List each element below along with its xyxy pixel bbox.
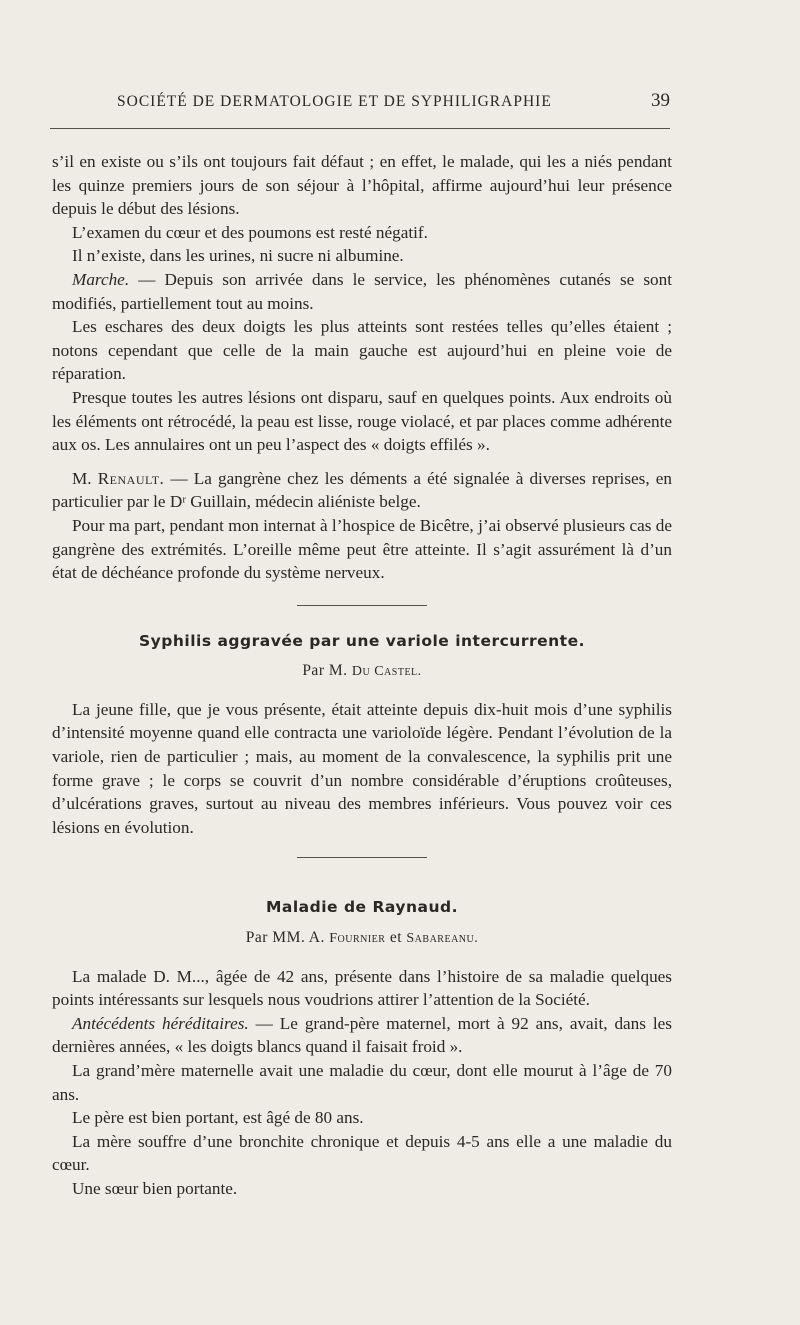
- paragraph: Le père est bien portant, est âgé de 80 ans.: [72, 1108, 364, 1128]
- paragraph: [52, 268, 672, 315]
- paragraph: s’il en existe ou s’ils ont toujours fait défaut ; en effet, le malade, qui les a niés pendant les quinze premiers jours de son séjour à l’hôpital, affirme aujourd’hui leur présence depuis le début des lésions.: [52, 152, 672, 219]
- header-rule: [50, 128, 670, 129]
- byline-prefix: Par M.: [302, 662, 352, 680]
- paragraph: Les eschares des deux doigts les plus atteints sont restées telles qu’elles étaient ; notons cependant que celle de la main gauche est aujourd’hui en pleine voie de réparation.: [52, 317, 672, 384]
- speaker-prefix: M.: [72, 468, 98, 488]
- body-text: [52, 150, 672, 1201]
- section-title: Syphilis aggravée par une variole intercurrente.: [139, 631, 585, 650]
- author-name: Fournier: [329, 931, 386, 947]
- run-in-heading: Antécédents héréditaires.: [72, 1013, 249, 1033]
- section-title: Maladie de Raynaud.: [265, 898, 458, 917]
- paragraph: [52, 1012, 672, 1059]
- paragraph: Presque toutes les autres lésions ont disparu, sauf en quelques points. Aux endroits où les éléments ont rétrocédé, la peau est lisse, rouge violacé, et par places comme adhérente aux os. Les annulaires ont un peu l’aspect des « doigts effilés ».: [52, 387, 672, 455]
- paragraph: Il n’existe, dans les urines, ni sucre ni albumine.: [72, 246, 404, 266]
- paragraph: [52, 467, 672, 514]
- paragraph: La grand’mère maternelle avait une maladie du cœur, dont elle mourut à l’âge de 70 ans.: [52, 1061, 672, 1104]
- section-divider: [297, 605, 427, 606]
- author-name: Du Castel.: [351, 664, 422, 680]
- run-in-heading: Marche.: [72, 269, 130, 289]
- section-divider: [297, 857, 427, 858]
- paragraph-text: — La gangrène chez les déments a été signalée à diverses reprises, en particulier par le Dʳ Guillain, médecin aliéniste belge.: [52, 468, 672, 512]
- paragraph: La jeune fille, que je vous présente, était atteinte depuis dix-huit mois d’une syphilis d’intensité moyenne quand elle contracta une varioloïde légère. Pendant l’évolution de la variole, rien de particulier ; mais, au moment de la convalescence, la syphilis prit une forme grave ; le corps se couvrit d’un nombre considérable d’éruptions croûteuses, d’ulcérations graves, surtout au niveau des membres inférieurs. Vous pouvez voir ces lésions en évolution.: [52, 699, 672, 837]
- paragraph-text: — Le grand-père maternel, mort à 92 ans, avait, dans les dernières années, « les doigts blancs quand il faisait froid ».: [52, 1013, 672, 1057]
- page-number: 39: [651, 90, 670, 111]
- paragraph: La malade D. M..., âgée de 42 ans, présente dans l’histoire de sa maladie quelques points intéressants sur lesquels nous voudrions attirer l’attention de la Société.: [52, 966, 672, 1010]
- running-header: [105, 90, 670, 114]
- paragraph: L’examen du cœur et des poumons est resté négatif.: [72, 222, 428, 242]
- running-title: SOCIÉTÉ DE DERMATOLOGIE ET DE SYPHILIGRAPHIE: [117, 93, 552, 110]
- author-name: Sabareanu.: [406, 931, 479, 947]
- byline: [52, 659, 672, 684]
- speaker-name: Renault.: [97, 468, 165, 488]
- paragraph: Une sœur bien portante.: [72, 1178, 238, 1198]
- paragraph: La mère souffre d’une bronchite chronique et depuis 4-5 ans elle a une maladie du cœur.: [52, 1131, 672, 1175]
- byline: [52, 926, 672, 951]
- paragraph-text: — Depuis son arrivée dans le service, les phénomènes cutanés se sont modifiés, partiellement tout au moins.: [52, 269, 672, 313]
- byline-conjunction: et: [385, 929, 407, 947]
- byline-prefix: Par MM. A.: [245, 929, 330, 947]
- paragraph: Pour ma part, pendant mon internat à l’hospice de Bicêtre, j’ai observé plusieurs cas de gangrène des extrémités. L’oreille même peut être atteinte. Il s’agit assurément là d’un état de déchéance profonde du système nerveux.: [52, 515, 672, 583]
